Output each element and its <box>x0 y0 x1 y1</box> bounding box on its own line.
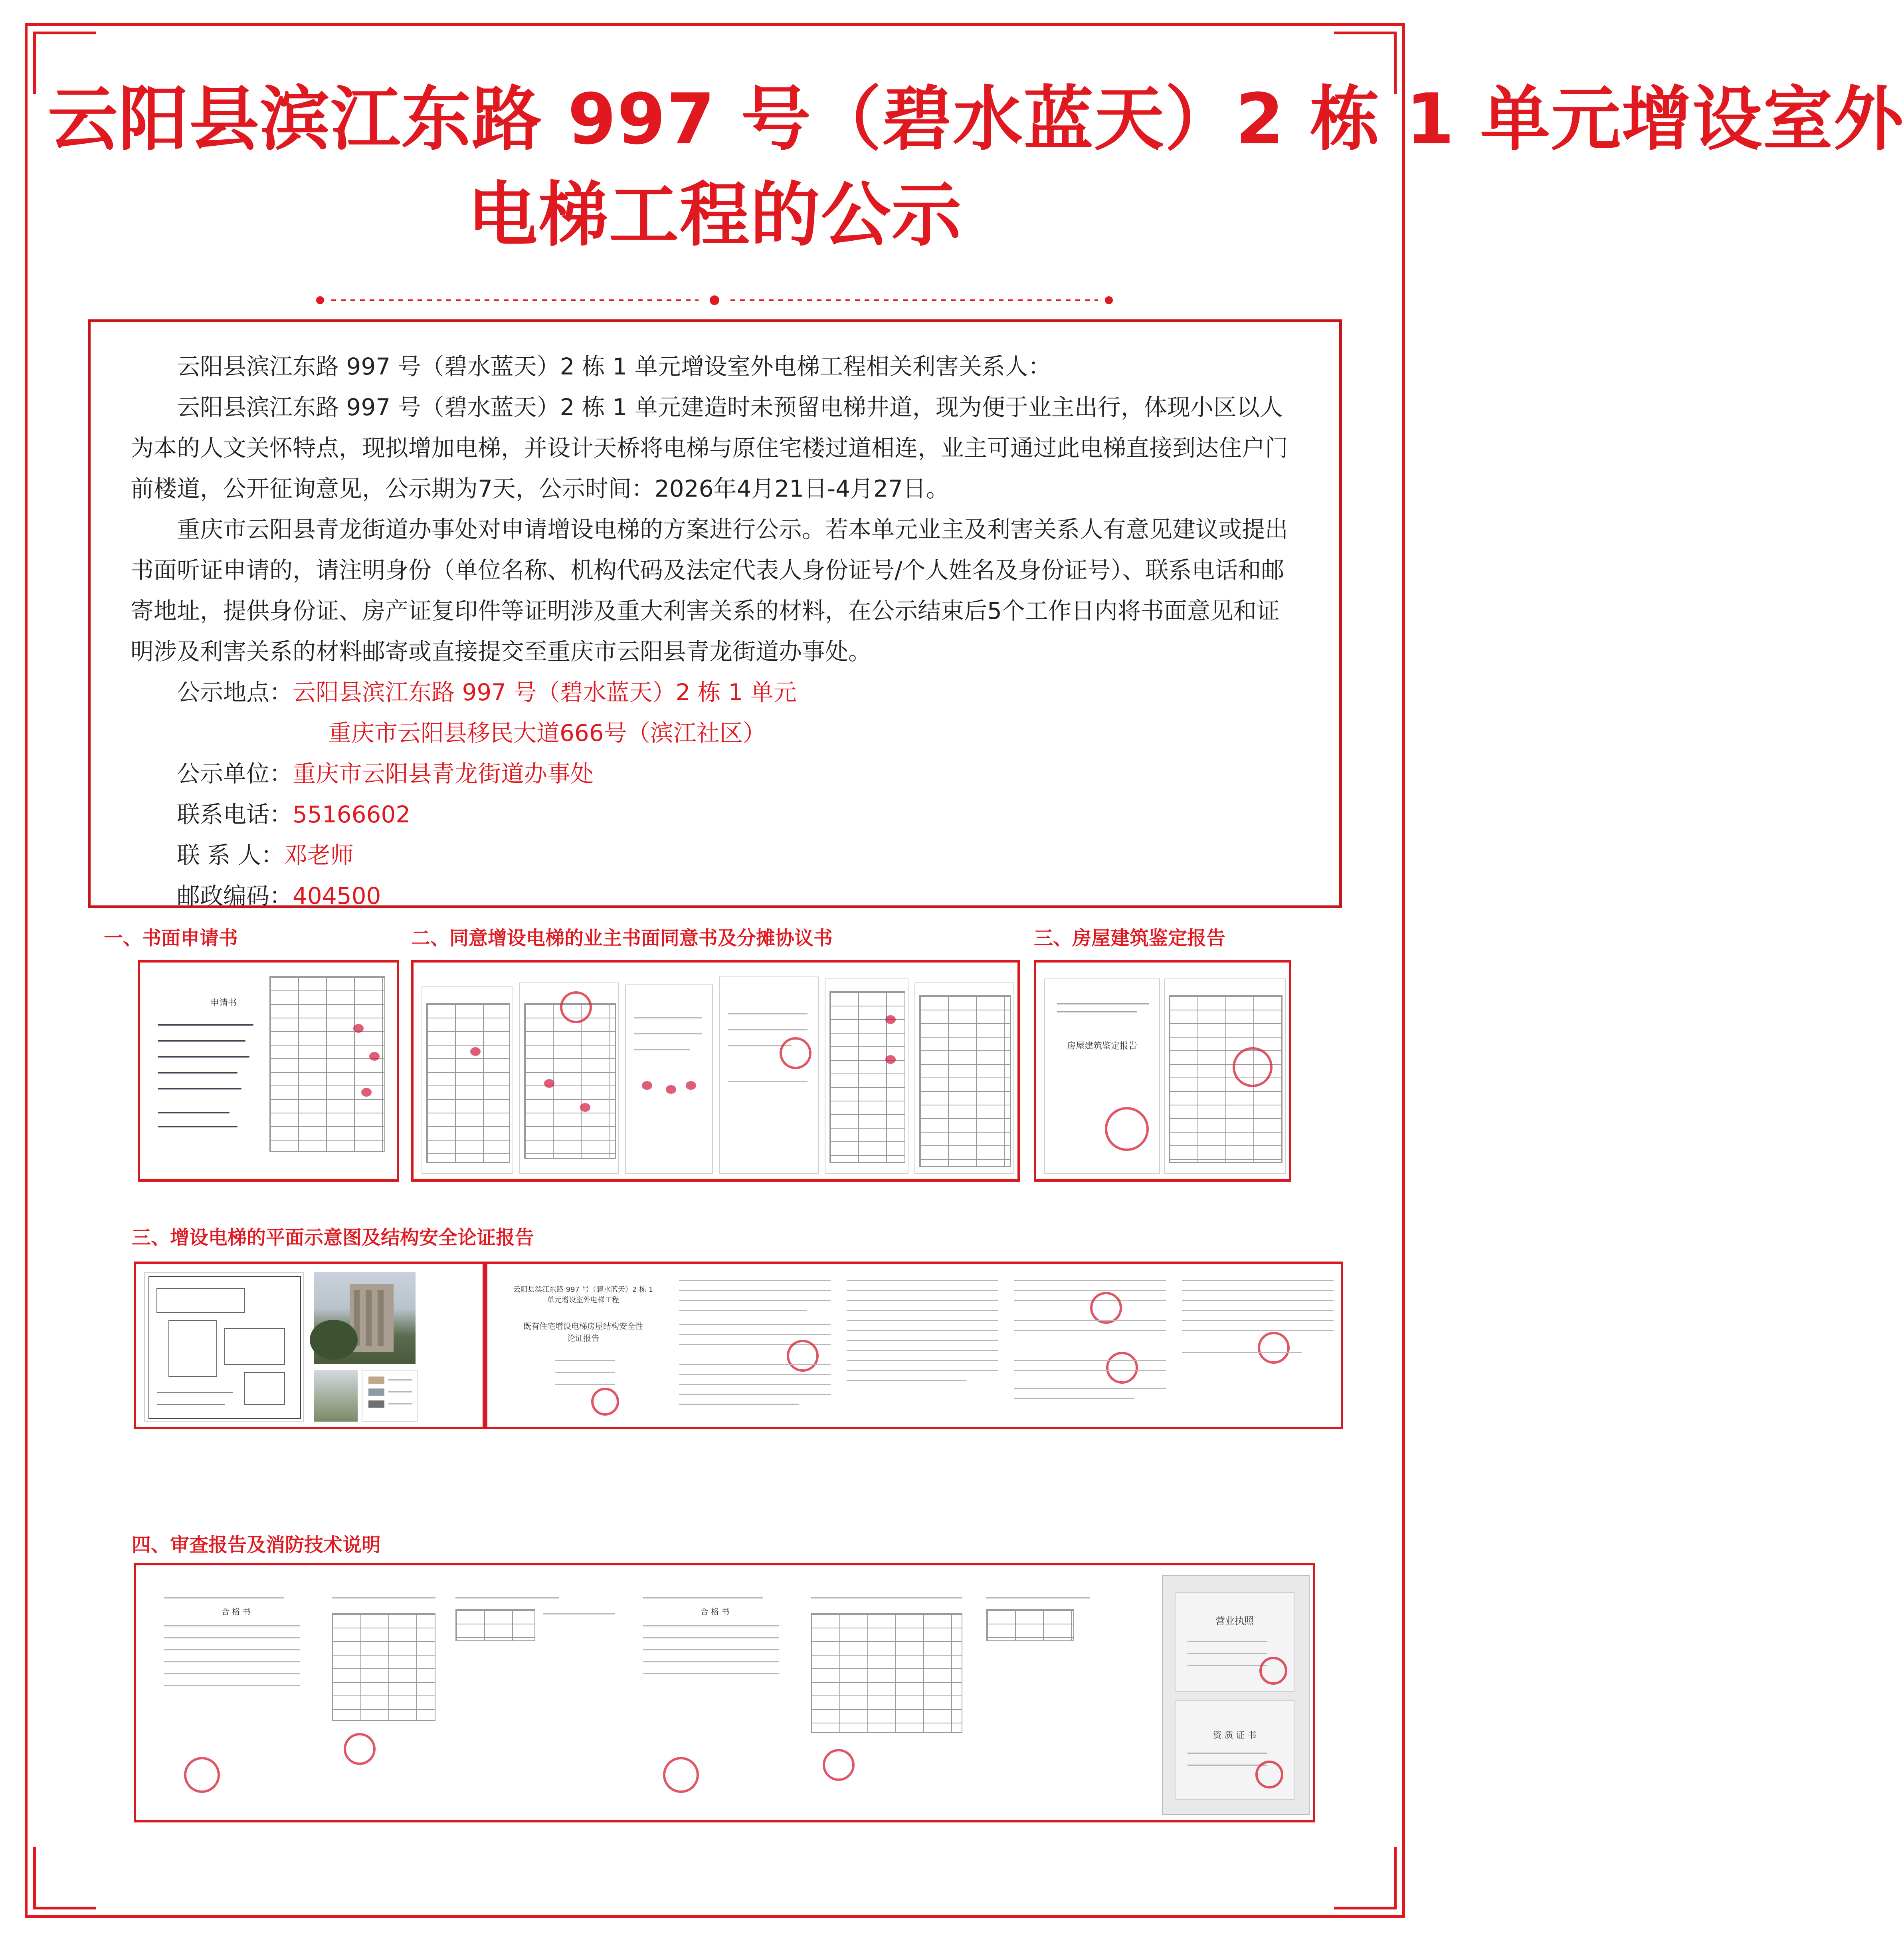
report-cover <box>503 1272 663 1422</box>
safety-report-panel <box>485 1262 1343 1429</box>
building-photo-2 <box>314 1370 358 1422</box>
contact-label: 联 系 人： <box>177 842 284 869</box>
location-value-2: 重庆市云阳县移民大道666号（滨江社区） <box>328 719 766 747</box>
location-row-2 <box>131 713 1299 753</box>
building-photo-1 <box>314 1272 416 1364</box>
section-title-review: 四、审查报告及消防技术说明 <box>132 1534 381 1556</box>
contact-row <box>131 835 1299 875</box>
notice-paragraph-1: 云阳县滨江东路 997 号（碧水蓝天）2 栋 1 单元建造时未预留电梯井道，现为便于业主出行，体现小区以人为本的人文关怀特点，现拟增加电梯，并设计天桥将电梯与原住宅楼过道相连，业主可通过此电梯直接到达住户门前楼道，公开征询意见，公示期为7天，公示时间：2026年4月21日-4月27日。 <box>131 394 1288 502</box>
unit-value: 重庆市云阳县青龙街道办事处 <box>293 760 594 787</box>
phone-label: 联系电话： <box>177 801 293 828</box>
business-license-scan <box>1162 1575 1310 1815</box>
review-form-1 <box>328 1589 439 1813</box>
appraisal-panel <box>1034 960 1291 1182</box>
consent-doc-6 <box>914 982 1014 1174</box>
postcode-label: 邮政编码： <box>177 882 293 909</box>
consent-doc-4 <box>719 976 819 1174</box>
section-title-consent: 二、同意增设电梯的业主书面同意书及分摊协议书 <box>411 927 833 949</box>
appraisal-doc-cover <box>1044 978 1160 1174</box>
consent-doc-3 <box>625 984 713 1174</box>
qualification-title: 资 质 证 书 <box>1213 1731 1257 1741</box>
section-title-application: 一、书面申请书 <box>104 927 238 949</box>
consent-doc-5 <box>825 978 908 1174</box>
report-page-5 <box>1178 1272 1338 1422</box>
consent-doc-1 <box>422 986 513 1174</box>
review-form-2 <box>451 1589 623 1813</box>
notice-salutation: 云阳县滨江东路 997 号（碧水蓝天）2 栋 1 单元增设室外电梯工程相关利害关系人： <box>177 353 1051 380</box>
review-panel <box>134 1563 1315 1822</box>
postcode-row <box>131 875 1299 916</box>
report-title: 既有住宅增设电梯房屋结构安全性 <box>523 1321 643 1331</box>
section-title-appraisal: 三、房屋建筑鉴定报告 <box>1034 927 1226 949</box>
postcode-value: 404500 <box>293 882 381 909</box>
report-page-3 <box>843 1272 1002 1422</box>
unit-label: 公示单位： <box>177 760 293 787</box>
page-title-line2: 电梯工程的公示 <box>467 175 962 256</box>
corner-ornament <box>1334 1847 1397 1909</box>
review-certificate-2 <box>631 1589 799 1813</box>
application-doc-title: 申请书 <box>210 998 237 1008</box>
phone-row <box>131 794 1299 835</box>
appraisal-doc-table <box>1164 978 1286 1174</box>
review-form-3 <box>807 1589 974 1813</box>
location-row <box>131 672 1299 713</box>
license-title: 营业执照 <box>1215 1615 1254 1626</box>
floor-plan-drawing <box>144 1272 304 1422</box>
floor-plan-icon <box>145 1273 305 1422</box>
notice-box <box>88 319 1342 908</box>
qualification-certificate <box>1175 1700 1294 1800</box>
title-divider <box>315 295 1114 305</box>
legend-swatch <box>362 1370 418 1422</box>
notice-paragraph-2: 重庆市云阳县青龙街道办事处对申请增设电梯的方案进行公示。若本单元业主及利害关系人有意见建议或提出书面听证申请的，请注明身份（单位名称、机构代码及法定代表人身份证号/个人姓名及身份证号）、联系电话和邮寄地址，提供身份证、房产证复印件等证明涉及重大利害关系的材料，在公示结束后5个工作日内将书面意见和证明涉及利害关系的材料邮寄或直接提交至重庆市云阳县青龙街道办事处。 <box>131 516 1288 665</box>
unit-row <box>131 753 1299 794</box>
section-title-plan: 三、增设电梯的平面示意图及结构安全论证报告 <box>132 1226 534 1249</box>
certificate-title-1: 合 格 书 <box>221 1607 251 1616</box>
consent-panel <box>411 960 1020 1182</box>
building-photo-icon <box>314 1272 416 1364</box>
business-license <box>1175 1592 1294 1692</box>
certificate-title-2: 合 格 书 <box>700 1607 730 1616</box>
review-form-4 <box>982 1589 1154 1813</box>
phone-value: 55166602 <box>293 801 411 828</box>
report-page-2 <box>675 1272 835 1422</box>
contact-value: 邓老师 <box>284 842 354 869</box>
application-panel <box>138 960 399 1182</box>
application-document <box>146 968 393 1174</box>
consent-doc-2 <box>519 982 619 1174</box>
report-header: 云阳县滨江东路 997 号（碧水蓝天）2 栋 1 单元增设室外电梯工程 <box>513 1285 653 1304</box>
location-value-1: 云阳县滨江东路 997 号（碧水蓝天）2 栋 1 单元 <box>293 679 797 706</box>
corner-ornament <box>33 1847 96 1909</box>
report-page-4 <box>1010 1272 1170 1422</box>
plan-panel <box>134 1262 485 1429</box>
report-subtitle: 论证报告 <box>567 1333 599 1343</box>
review-certificate-1 <box>152 1589 320 1813</box>
appraisal-doc-title: 房屋建筑鉴定报告 <box>1067 1041 1137 1051</box>
page-title-line1: 云阳县滨江东路 997 号（碧水蓝天）2 栋 1 单元增设室外 <box>48 79 1904 160</box>
location-label: 公示地点： <box>177 679 293 706</box>
